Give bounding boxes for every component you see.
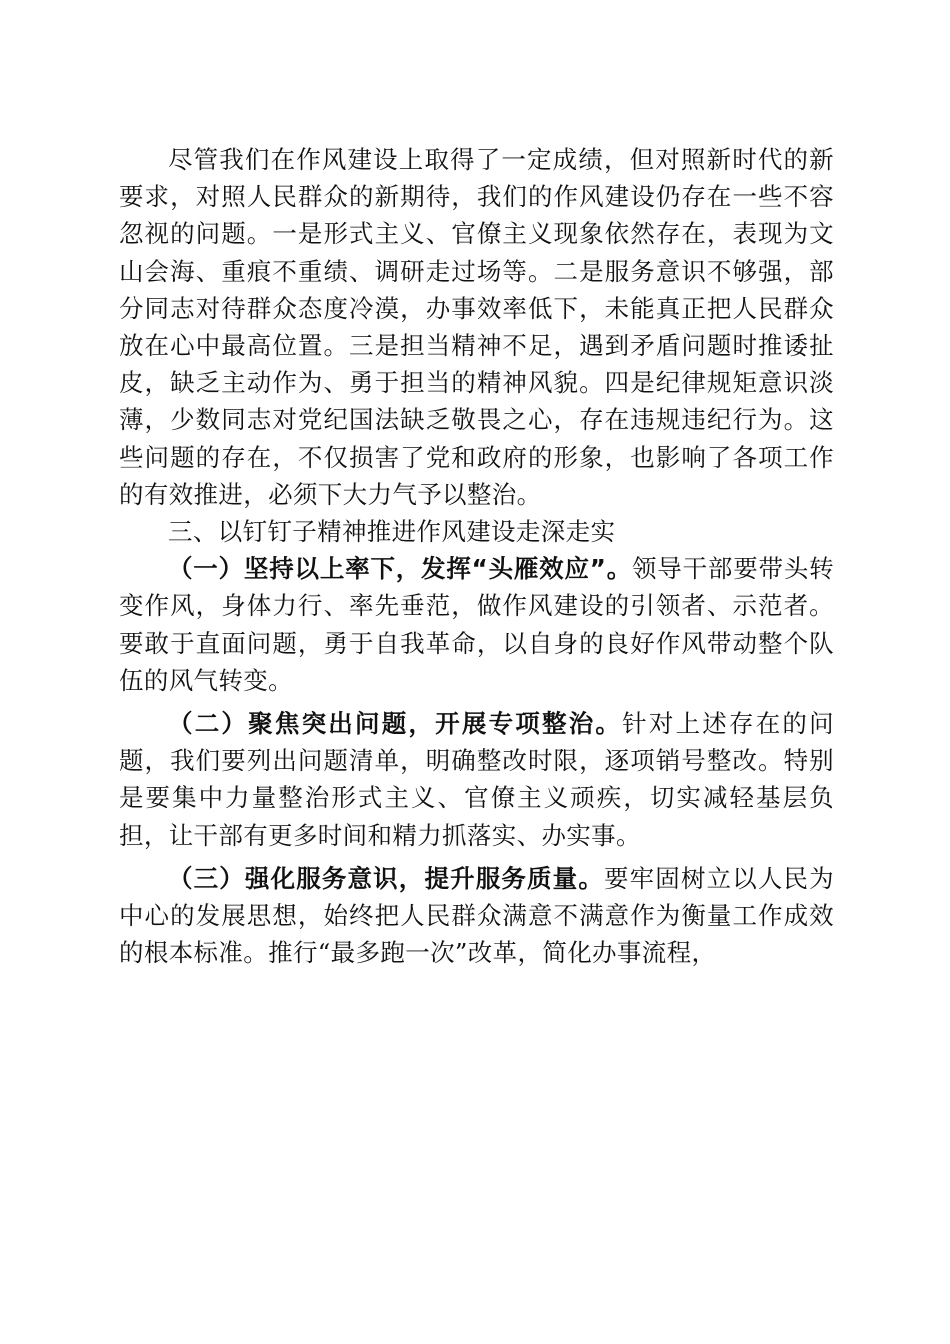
item-paragraph xyxy=(119,860,834,972)
document-page xyxy=(119,141,834,971)
item-body: 要牢固树立以人民为中心的发展思想，始终把人民群众满意不满意作为衡量工作成效的根本标准。推行“最多跑一次”改革，简化办事流程， xyxy=(119,863,834,968)
item-body: 针对上述存在的问题，我们要列出问题清单，明确整改时限，逐项销号整改。特别是要集中力量整治形式主义、官僚主义顽疾，切实减轻基层负担，让干部有更多时间和精力抓落实、办实事。 xyxy=(119,709,834,850)
item-lead: （二）聚焦突出问题，开展专项整治。 xyxy=(168,709,623,739)
item-paragraph xyxy=(119,550,834,699)
intro-paragraph: 尽管我们在作风建设上取得了一定成绩，但对照新时代的新要求，对照人民群众的新期待，我们的作风建设仍存在一些不容忽视的问题。一是形式主义、官僚主义现象依然存在，表现为文山会海、重痕不重绩、调研走过场等。二是服务意识不够强，部分同志对待群众态度冷漠，办事效率低下，未能真正把人民群众放在心中最高位置。三是担当精神不足，遇到矛盾问题时推诿扯皮，缺乏主动作为、勇于担当的精神风貌。四是纪律规矩意识淡薄，少数同志对党纪国法缺乏敬畏之心，存在违规违纪行为。这些问题的存在，不仅损害了党和政府的形象，也影响了各项工作的有效推进，必须下大力气予以整治。 xyxy=(119,145,834,509)
item-lead: （三）强化服务意识，提升服务质量。 xyxy=(168,863,604,893)
section-heading: 三、以钉钉子精神推进作风建设走深走实 xyxy=(168,517,616,547)
item-body: 领导干部要带头转变作风，身体力行、率先垂范，做作风建设的引领者、示范者。要敢于直面问题，勇于自我革命，以自身的良好作风带动整个队伍的风气转变。 xyxy=(119,554,834,695)
item-lead: （一）坚持以上率下，发挥“头雁效应”。 xyxy=(168,554,632,584)
item-paragraph xyxy=(119,705,834,854)
